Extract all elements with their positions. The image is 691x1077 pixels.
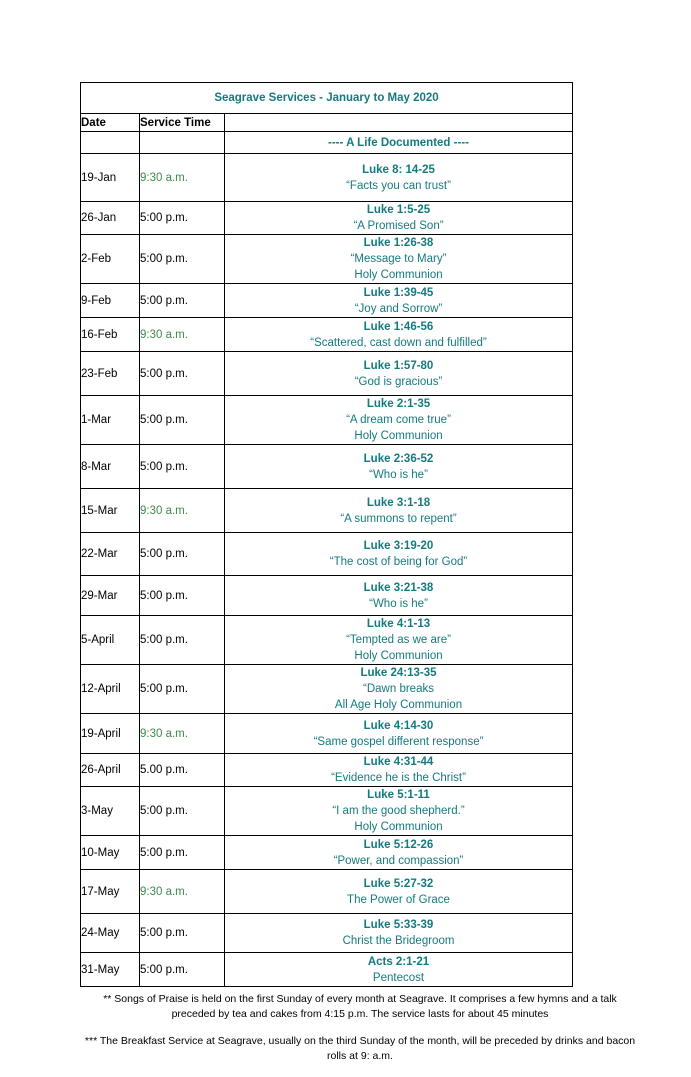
series-title: ---- A Life Documented ---- xyxy=(225,132,573,154)
sermon-title: “Dawn breaks xyxy=(363,683,434,695)
service-row xyxy=(81,318,573,352)
sermon-title: “A summons to repent” xyxy=(340,512,457,525)
service-time: 9:30 a.m. xyxy=(140,870,225,914)
service-row xyxy=(81,914,573,953)
service-date: 31-May xyxy=(81,953,140,987)
service-reading xyxy=(225,235,573,284)
bible-reference: Luke 4:31-44 xyxy=(363,756,434,768)
bible-reference: Luke 3:21-38 xyxy=(363,581,434,594)
service-time: 5:00 p.m. xyxy=(140,284,225,318)
service-time: 5:00 p.m. xyxy=(140,914,225,953)
services-table xyxy=(80,82,573,987)
service-time: 5:00 p.m. xyxy=(140,533,225,576)
bible-reference: Luke 2:36-52 xyxy=(363,452,434,465)
bible-reference: Luke 1:46-56 xyxy=(363,320,434,333)
service-reading xyxy=(225,202,573,235)
service-time: 5:00 p.m. xyxy=(140,445,225,489)
sermon-title: “I am the good shepherd.” xyxy=(332,805,465,817)
service-row xyxy=(81,787,573,836)
songs-of-praise-note: ** Songs of Praise is held on the first Sunday of every month at Seagrave. It comprises a few hymns and a talk preceded by tea and cakes from 4:15 p.m. The service lasts for about 45 minutes xyxy=(103,993,617,1020)
service-row xyxy=(81,836,573,870)
service-date: 12-April xyxy=(81,665,140,714)
sermon-title: “Who is he” xyxy=(369,597,428,610)
service-note: Holy Communion xyxy=(354,821,443,833)
bible-reference: Luke 4:1-13 xyxy=(366,618,431,630)
service-reading xyxy=(225,870,573,914)
service-reading xyxy=(225,318,573,352)
service-date: 2-Feb xyxy=(81,235,140,284)
service-date: 17-May xyxy=(81,870,140,914)
service-row xyxy=(81,754,573,787)
service-date: 24-May xyxy=(81,914,140,953)
sermon-title: Christ the Bridegroom xyxy=(342,935,455,947)
service-row xyxy=(81,576,573,616)
service-row xyxy=(81,533,573,576)
bible-reference: Luke 1:26-38 xyxy=(363,237,434,249)
service-reading xyxy=(225,445,573,489)
service-time: 9:30 a.m. xyxy=(140,714,225,754)
service-row xyxy=(81,235,573,284)
service-date: 29-Mar xyxy=(81,576,140,616)
service-row xyxy=(81,489,573,533)
service-reading xyxy=(225,396,573,445)
sermon-title: “Same gospel different response” xyxy=(313,735,484,748)
service-time: 5:00 p.m. xyxy=(140,576,225,616)
service-reading xyxy=(225,754,573,787)
service-date: 22-Mar xyxy=(81,533,140,576)
title-row xyxy=(81,83,573,114)
service-date: 9-Feb xyxy=(81,284,140,318)
reading-column-header xyxy=(225,114,573,132)
service-reading xyxy=(225,576,573,616)
service-row xyxy=(81,154,573,202)
sermon-title: “A Promised Son” xyxy=(353,220,444,232)
bible-reference: Luke 1:5-25 xyxy=(366,204,431,216)
breakfast-service-note: *** The Breakfast Service at Seagrave, usually on the third Sunday of the month, will be preceded by drinks and bacon rolls at 9: a.m. xyxy=(84,1035,636,1062)
service-time: 5:00 p.m. xyxy=(140,665,225,714)
service-note: Holy Communion xyxy=(354,269,443,281)
sermon-title: “Message to Mary” xyxy=(350,253,447,265)
bible-reference: Luke 5:1-11 xyxy=(367,789,430,801)
service-date: 19-Jan xyxy=(81,154,140,202)
sermon-title: “Facts you can trust” xyxy=(346,179,451,192)
sermon-title: “Power, and compassion” xyxy=(333,854,464,867)
service-time: 5:00 p.m. xyxy=(140,953,225,987)
service-row xyxy=(81,616,573,665)
sermon-title: “Evidence he is the Christ” xyxy=(331,772,466,784)
service-row xyxy=(81,352,573,396)
service-date: 5-April xyxy=(81,616,140,665)
sermon-title: “Scattered, cast down and fulfilled” xyxy=(310,336,487,349)
bible-reference: Luke 4:14-30 xyxy=(363,719,434,732)
service-reading xyxy=(225,787,573,836)
service-reading xyxy=(225,352,573,396)
footnotes xyxy=(80,992,640,1076)
service-note: Holy Communion xyxy=(354,650,443,662)
service-row xyxy=(81,870,573,914)
service-time: 9:30 a.m. xyxy=(140,154,225,202)
service-row xyxy=(81,396,573,445)
sermon-title: “Joy and Sorrow” xyxy=(354,302,443,315)
service-date: 19-April xyxy=(81,714,140,754)
service-time: 5:00 p.m. xyxy=(140,836,225,870)
service-time: 5:00 p.m. xyxy=(140,616,225,665)
service-time: 9:30 a.m. xyxy=(140,489,225,533)
service-reading xyxy=(225,489,573,533)
service-date: 26-April xyxy=(81,754,140,787)
service-date: 10-May xyxy=(81,836,140,870)
service-reading xyxy=(225,154,573,202)
time-column-header: Service Time xyxy=(140,114,225,132)
service-time: 5:00 p.m. xyxy=(140,787,225,836)
sermon-title: “A dream come true” xyxy=(346,414,451,426)
sermon-title: The Power of Grace xyxy=(347,893,450,906)
service-reading xyxy=(225,836,573,870)
header-row xyxy=(81,114,573,132)
service-row xyxy=(81,284,573,318)
bible-reference: Acts 2:1-21 xyxy=(367,955,430,968)
service-reading xyxy=(225,914,573,953)
service-time: 5:00 p.m. xyxy=(140,202,225,235)
service-date: 3-May xyxy=(81,787,140,836)
service-date: 15-Mar xyxy=(81,489,140,533)
sermon-title: “The cost of being for God” xyxy=(329,556,468,568)
service-note: Holy Communion xyxy=(354,430,443,442)
service-date: 23-Feb xyxy=(81,352,140,396)
series-empty-cell xyxy=(81,132,140,154)
bible-reference: Luke 3:1-18 xyxy=(366,496,431,509)
service-note: All Age Holy Communion xyxy=(334,699,463,711)
sermon-title: “Who is he” xyxy=(369,468,428,481)
date-column-header: Date xyxy=(81,114,140,132)
service-time: 5.00 p.m. xyxy=(140,754,225,787)
service-row xyxy=(81,445,573,489)
service-reading xyxy=(225,665,573,714)
service-reading xyxy=(225,284,573,318)
bible-reference: Luke 5:33-39 xyxy=(363,919,434,931)
service-time: 5:00 p.m. xyxy=(140,396,225,445)
service-row xyxy=(81,665,573,714)
bible-reference: Luke 1:57-80 xyxy=(363,359,434,372)
service-reading xyxy=(225,714,573,754)
sermon-title: Pentecost xyxy=(372,971,425,984)
service-row xyxy=(81,202,573,235)
service-date: 8-Mar xyxy=(81,445,140,489)
bible-reference: Luke 24:13-35 xyxy=(360,667,437,679)
service-reading xyxy=(225,616,573,665)
bible-reference: Luke 5:27-32 xyxy=(363,877,434,890)
service-time: 5:00 p.m. xyxy=(140,352,225,396)
service-row xyxy=(81,953,573,987)
service-reading xyxy=(225,533,573,576)
sermon-title: “Tempted as we are” xyxy=(346,634,451,646)
service-reading xyxy=(225,953,573,987)
series-row xyxy=(81,132,573,154)
sermon-title: “God is gracious” xyxy=(354,375,443,388)
service-date: 1-Mar xyxy=(81,396,140,445)
bible-reference: Luke 8: 14-25 xyxy=(362,163,435,176)
bible-reference: Luke 5:12-26 xyxy=(363,838,434,851)
bible-reference: Luke 3:19-20 xyxy=(363,540,434,552)
series-empty-cell xyxy=(140,132,225,154)
bible-reference: Luke 1:39-45 xyxy=(363,286,434,299)
service-date: 26-Jan xyxy=(81,202,140,235)
service-time: 5:00 p.m. xyxy=(140,235,225,284)
page-title: Seagrave Services - January to May 2020 xyxy=(81,83,573,114)
service-row xyxy=(81,714,573,754)
service-time: 9:30 a.m. xyxy=(140,318,225,352)
bible-reference: Luke 2:1-35 xyxy=(366,398,431,410)
service-date: 16-Feb xyxy=(81,318,140,352)
